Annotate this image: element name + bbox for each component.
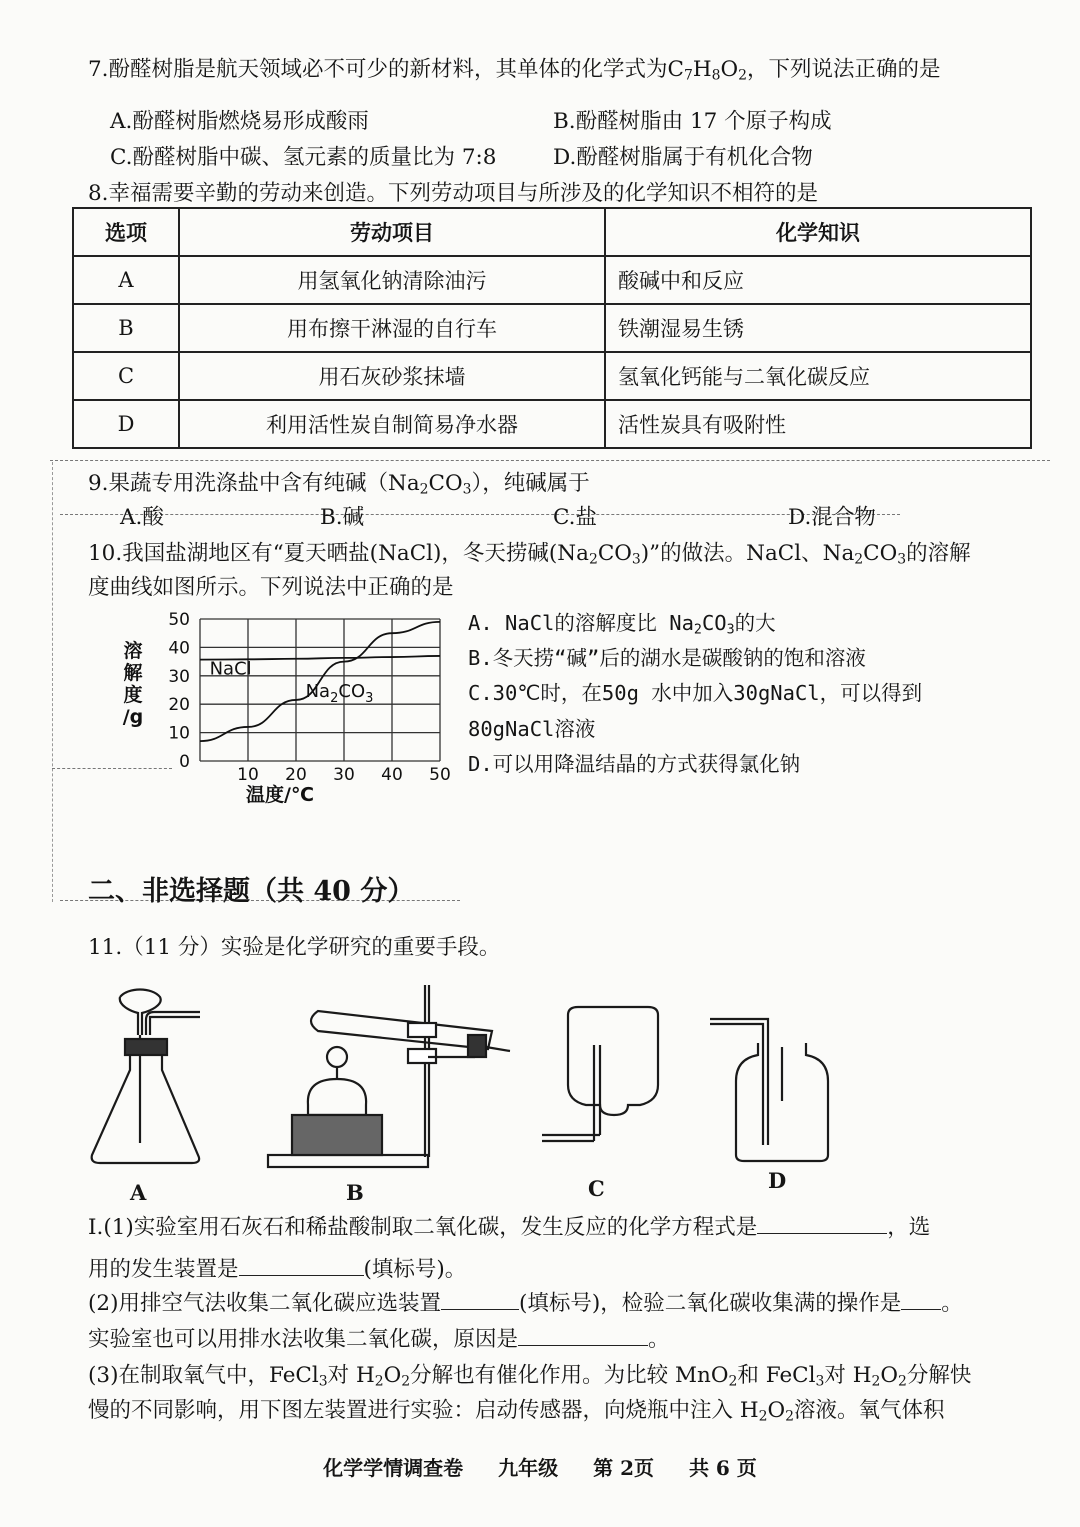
row-option: B: [73, 304, 179, 352]
q10-option-b: B.冬天捞“碱”后的湖水是碳酸钠的饱和溶液: [468, 646, 866, 670]
apparatus-label-a: A: [130, 1180, 147, 1205]
table-row: [73, 400, 1031, 448]
y-tick-label: 10: [168, 723, 190, 744]
q7-option-c: C.酚醛树脂中碳、氢元素的质量比为 7:8: [110, 145, 497, 170]
footer-total: 共 6 页: [688, 1456, 757, 1480]
x-tick-label: 20: [285, 765, 307, 785]
answer-blank[interactable]: [239, 1257, 364, 1276]
apparatus-label-b: B: [346, 1180, 364, 1205]
solubility-chart: [115, 605, 460, 805]
series-label-nacl: NaCl: [209, 658, 252, 680]
row-labor: 利用活性炭自制简易净水器: [179, 400, 605, 448]
row-labor: 用布擦干淋湿的自行车: [179, 304, 605, 352]
q9-stem: 9.果蔬专用洗涤盐中含有纯碱$(Na_2CO_3)$，纯碱属于: [88, 471, 590, 498]
x-tick-label: 40: [381, 765, 403, 785]
y-axis-label-char: 度: [123, 684, 143, 706]
footer-title: 化学学情调查卷: [323, 1456, 464, 1480]
apparatus-c-bottle: [542, 1007, 658, 1141]
q11-part3-line2: 慢的不同影响，用下图左装置进行实验：启动传感器，向烧瓶中注入 $H_2O_2$溶液。氧气体积: [88, 1398, 945, 1425]
table-row: [73, 352, 1031, 400]
q9-option-d: D.混合物: [788, 505, 876, 530]
q8-stem: 8.幸福需要辛勤的劳动来创造。下列劳动项目与所涉及的化学知识不相符的是: [88, 181, 819, 206]
apparatus-b-heating: [268, 985, 510, 1167]
q7-option-b: B.酚醛树脂由 17 个原子构成: [553, 109, 832, 134]
q8-table: [72, 207, 1032, 449]
row-knowledge: 氢氧化钙能与二氧化碳反应: [605, 352, 1031, 400]
apparatus-label-c: C: [588, 1176, 605, 1201]
apparatus-label-d: D: [768, 1168, 787, 1193]
q10-option-a: A. NaCl的溶解度比 $Na_2CO_3$的大: [468, 611, 776, 638]
y-tick-label: 50: [168, 610, 190, 630]
q10-stem-line1: 10.我国盐湖地区有“夏天晒盐(NaCl)，冬天捞碱$(Na_2CO_3)$”的做法。NaCl、$Na_2CO_3$的溶解: [88, 541, 971, 568]
section-title: 二、非选择题（共 40 分）: [88, 876, 415, 907]
series-label-na2co3: $Na_2CO_3$: [305, 681, 374, 707]
x-tick-label: 50: [429, 765, 451, 785]
page-footer: [0, 1452, 1080, 1481]
apparatus-d-bottle: [710, 1019, 828, 1161]
row-labor: 用石灰砂浆抹墙: [179, 352, 605, 400]
scan-line: [60, 514, 900, 515]
q9-option-b: B.碱: [320, 505, 365, 530]
row-option: C: [73, 352, 179, 400]
header-option: 选项: [73, 208, 179, 256]
answer-blank[interactable]: [441, 1291, 519, 1310]
q10-option-d: D.可以用降温结晶的方式获得氯化钠: [468, 752, 801, 776]
header-knowledge: 化学知识: [605, 208, 1031, 256]
solubility-chart-svg: [115, 605, 460, 805]
row-knowledge: 铁潮湿易生锈: [605, 304, 1031, 352]
footer-grade: 九年级: [498, 1456, 559, 1480]
apparatus-a-flask: [92, 990, 200, 1164]
y-axis-label-char: 解: [123, 662, 143, 684]
q11-part1-line2: 用的发生装置是 (填标号)。: [88, 1257, 467, 1282]
q7-option-a: A.酚醛树脂燃烧易形成酸雨: [110, 109, 369, 134]
q10-stem-line2: 度曲线如图所示。下列说法中正确的是: [88, 575, 454, 600]
answer-blank[interactable]: [757, 1215, 887, 1234]
table-header-row: [73, 208, 1031, 256]
x-axis-label: 温度/℃: [246, 784, 314, 805]
y-axis-label-char: 溶: [123, 640, 143, 662]
footer-page: 第 2页: [593, 1456, 654, 1480]
x-tick-label: 30: [333, 765, 355, 785]
y-tick-label: 40: [168, 638, 190, 659]
q11-part3-line1: (3)在制取氧气中，FeCl$_3$对 $H_2O_2$分解也有催化作用。为比较 MnO$_2$和 FeCl$_3$对 $H_2O_2$分解快: [88, 1363, 972, 1390]
row-knowledge: 活性炭具有吸附性: [605, 400, 1031, 448]
answer-blank[interactable]: [518, 1327, 648, 1346]
q9-option-a: A.酸: [120, 505, 164, 530]
y-tick-label: 30: [168, 666, 190, 687]
q11-part2-line1: (2)用排空气法收集二氧化碳应选装置 (填标号)，检验二氧化碳收集满的操作是 。: [88, 1291, 963, 1316]
apparatus-diagram: [80, 975, 840, 1205]
q11-stem: 11.（11 分）实验是化学研究的重要手段。: [88, 935, 501, 960]
scan-line: [50, 460, 1050, 461]
y-tick-label: 0: [179, 752, 190, 772]
q10-option-c-cont: 80gNaCl溶液: [468, 717, 596, 741]
table-row: [73, 304, 1031, 352]
row-option: D: [73, 400, 179, 448]
q11-part2-line2: 实验室也可以用排水法收集二氧化碳，原因是 。: [88, 1327, 670, 1352]
q10-option-c: C.30℃时，在50g 水中加入30gNaCl，可以得到: [468, 681, 923, 705]
answer-blank[interactable]: [901, 1291, 941, 1310]
q11-part1-line1: Ⅰ.(1)实验室用石灰石和稀盐酸制取二氧化碳，发生反应的化学方程式是 ，选: [88, 1215, 931, 1240]
row-knowledge: 酸碱中和反应: [605, 256, 1031, 304]
row-labor: 用氢氧化钠清除油污: [179, 256, 605, 304]
q9-option-c: C.盐: [553, 505, 598, 530]
x-tick-label: 10: [237, 765, 259, 785]
table-row: [73, 256, 1031, 304]
y-tick-label: 20: [168, 695, 190, 716]
y-axis-label-char: /g: [122, 706, 144, 728]
row-option: A: [73, 256, 179, 304]
scan-line: [52, 462, 53, 902]
q7-option-d: D.酚醛树脂属于有机化合物: [553, 145, 813, 170]
header-labor: 劳动项目: [179, 208, 605, 256]
q7-stem: 7.酚醛树脂是航天领域必不可少的新材料，其单体的化学式为$C_7H_8O_2$，下列说法正确的是: [88, 57, 941, 84]
